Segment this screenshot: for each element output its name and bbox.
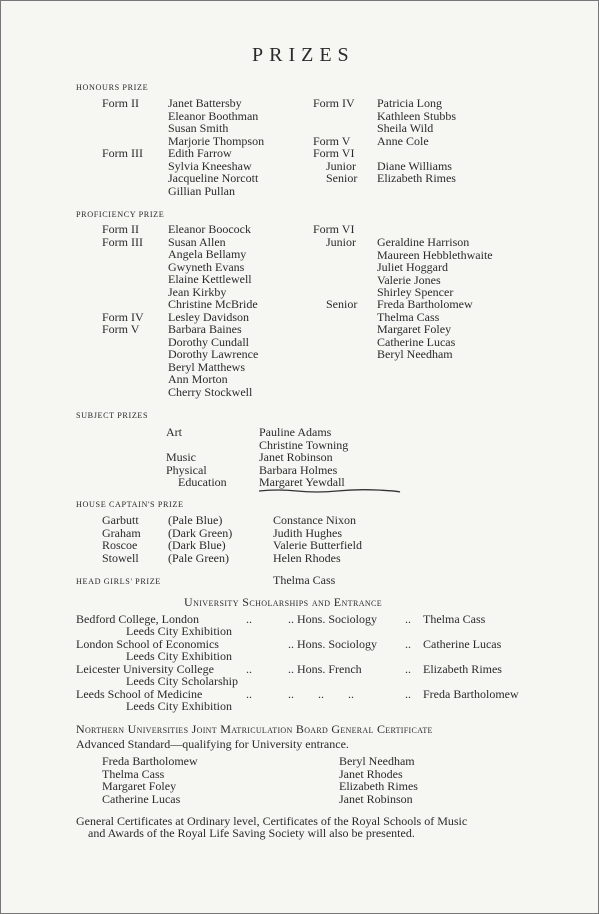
uni-award-1: .. Hons. Sociology xyxy=(288,612,378,626)
honours-form2-names: Janet Battersby Eleanor Boothman Susan Smith Marjorie Thompson xyxy=(168,96,265,148)
honours-junior-label: Junior xyxy=(326,159,356,173)
proficiency-left-names: Eleanor Boocock Susan Allen Angela Bellamy Gwyneth Evans Elaine Kettlewell Jean Kirkby Christine McBride Lesley Davidson Barbara Baines Dorothy Cundall Dorothy Lawrence Beryl Matthews Ann Morton Cherry Stockwell xyxy=(168,222,259,399)
footer-line-2: and Awards of the Royal Life Saving Society will also be presented. xyxy=(88,826,415,840)
uni-college-1: Bedford College, London xyxy=(76,612,199,626)
uni-college-3: Leicester University College xyxy=(76,662,214,676)
head-girls-name: Thelma Cass xyxy=(273,573,336,587)
proficiency-junior-names: Geraldine Harrison Maureen Hebblethwaite Juliet Hoggard Valerie Jones Shirley Spencer xyxy=(377,235,493,299)
uni-award-3: .. Hons. French xyxy=(288,662,362,676)
honours-form6-label: Form VI xyxy=(313,146,355,160)
proficiency-left-forms: Form II Form III Form IV Form V xyxy=(102,222,144,336)
jmb-subheading: Advanced Standard—qualifying for University entrance. xyxy=(76,737,349,751)
honours-form4-names: Patricia Long Kathleen Stubbs Sheila Wild xyxy=(377,96,456,135)
uni-college-4: Leeds School of Medicine xyxy=(76,687,203,701)
uni-dots-4: .. xyxy=(246,687,252,701)
proficiency-junior-label: Junior xyxy=(326,235,356,249)
honours-form5-name: Anne Cole xyxy=(377,134,429,148)
uni-dots2-4: .. xyxy=(405,687,411,701)
uni-name-3: Elizabeth Rimes xyxy=(423,662,502,676)
honours-form4-label: Form IV xyxy=(313,96,355,110)
jmb-right-names: Beryl Needham Janet Rhodes Elizabeth Rimes Janet Robinson xyxy=(339,754,418,806)
honours-senior-name: Elizabeth Rimes xyxy=(377,171,456,185)
uni-name-4: Freda Bartholomew xyxy=(423,687,519,701)
uni-sub-3: Leeds City Scholarship xyxy=(126,674,238,688)
footer-line-1: General Certificates at Ordinary level, Certificates of the Royal Schools of Music xyxy=(76,814,468,828)
honours-form3-names: Edith Farrow Sylvia Kneeshaw Jacqueline Norcott Gillian Pullan xyxy=(168,146,259,198)
proficiency-heading: PROFICIENCY PRIZE xyxy=(76,210,165,219)
head-girls-heading: HEAD GIRLS' PRIZE xyxy=(76,577,161,586)
honours-junior-name: Diane Williams xyxy=(377,159,452,173)
honours-senior-label: Senior xyxy=(326,171,358,185)
uni-sub-4: Leeds City Exhibition xyxy=(126,699,232,713)
uni-dots2-3: .. xyxy=(405,662,411,676)
proficiency-senior-names: Freda Bartholomew Thelma Cass Margaret Foley Catherine Lucas Beryl Needham xyxy=(377,297,473,361)
uni-name-1: Thelma Cass xyxy=(423,612,486,626)
uni-dots-1: .. xyxy=(246,612,252,626)
uni-award-4: .. .. .. xyxy=(288,687,354,701)
uni-sub-1: Leeds City Exhibition xyxy=(126,624,232,638)
subject-list: Art Music Physical Education xyxy=(166,425,227,489)
proficiency-senior-label: Senior xyxy=(326,297,358,311)
house-captains: Constance Nixon Judith Hughes Valerie Butterfield Helen Rhodes xyxy=(273,513,362,565)
ink-underline xyxy=(257,486,402,496)
uni-sub-2: Leeds City Exhibition xyxy=(126,649,232,663)
uni-name-2: Catherine Lucas xyxy=(423,637,502,651)
honours-form5-label: Form V xyxy=(313,134,351,148)
house-names: Garbutt Graham Roscoe Stowell xyxy=(102,513,141,565)
house-colours: (Pale Blue) (Dark Green) (Dark Blue) (Pale Green) xyxy=(168,513,233,565)
house-heading: HOUSE CAPTAIN'S PRIZE xyxy=(76,500,184,509)
proficiency-form6-label: Form VI xyxy=(313,222,355,236)
uni-dots2-2: .. xyxy=(405,637,411,651)
subject-winners: Pauline Adams Christine Towning Janet Robinson Barbara Holmes Margaret Yewdall xyxy=(259,425,349,489)
page-title: PRIZES xyxy=(252,44,355,66)
uni-dots-3: .. xyxy=(246,662,252,676)
subject-heading: SUBJECT PRIZES xyxy=(76,411,149,420)
honours-form2-label: Form II xyxy=(102,96,139,110)
uni-award-2: .. Hons. Sociology xyxy=(288,637,378,651)
jmb-heading: Northern Universities Joint Matriculation Board General Certificate xyxy=(76,722,433,736)
university-heading: University Scholarships and Entrance xyxy=(184,595,383,609)
uni-college-2: London School of Economics xyxy=(76,637,219,651)
uni-dots2-1: .. xyxy=(405,612,411,626)
honours-heading: HONOURS PRIZE xyxy=(76,83,149,92)
honours-form3-label: Form III xyxy=(102,146,143,160)
jmb-left-names: Freda Bartholomew Thelma Cass Margaret Foley Catherine Lucas xyxy=(102,754,198,806)
